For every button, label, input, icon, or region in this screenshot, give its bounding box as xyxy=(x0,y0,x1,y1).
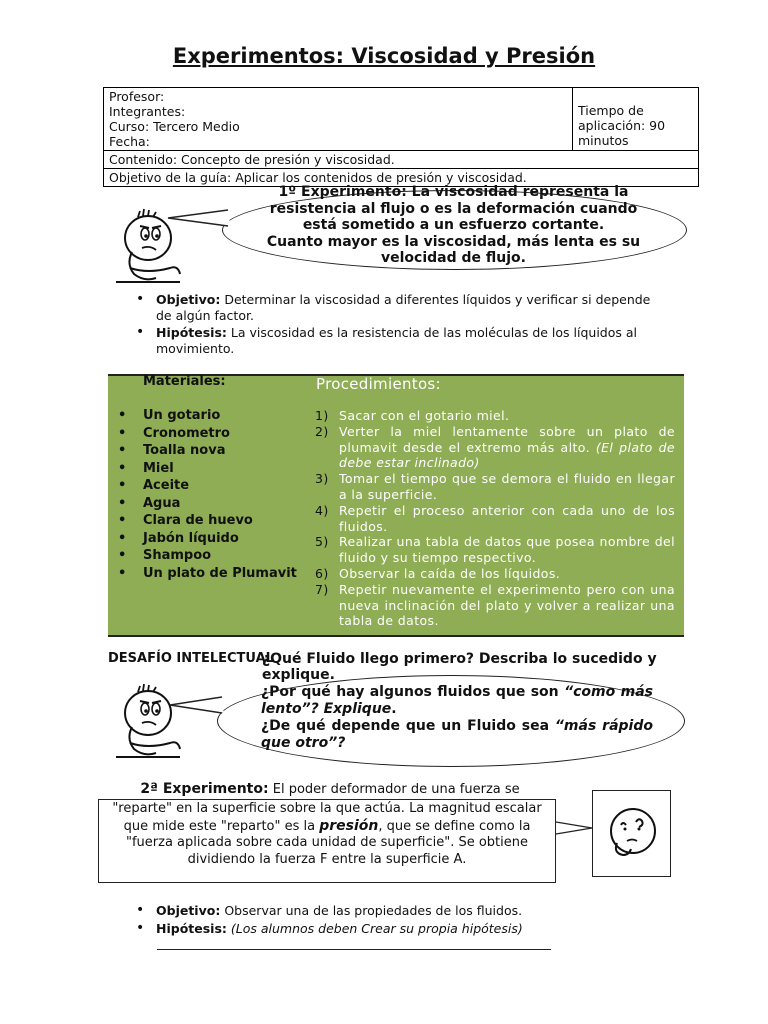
list-item: • Shampoo xyxy=(115,547,297,565)
info-table xyxy=(103,87,699,187)
list-item: 7) Repetir nuevamente el experimento pero con una nueva inclinación del plato y volver a realizar una tabla de datos. xyxy=(315,581,675,629)
pressure-definition-box: "reparte" en la superficie sobre la que actúa. La magnitud escalar que mide este "reparto" es la presión, que se define como la "fuerza aplicada sobre cada unidad de superficie". Se obtiene dividiendo la fuerza F entre la superficie A. xyxy=(98,799,556,883)
list-item: 1) Sacar con el gotario miel. xyxy=(315,408,510,423)
list-item: • Miel xyxy=(115,460,297,478)
experiment2-heading: 2ª Experimento: El poder deformador de una fuerza se xyxy=(140,781,520,797)
desafio-label: DESAFÍO INTELECTUAL xyxy=(108,651,274,666)
viscosity-definition: 1º Experimento: La viscosidad representa la resistencia al flujo o es la deformación cuando está sometido a un esfuerzo cortante. Cuanto mayor es la viscosidad, más lenta es su velocidad de flujo. xyxy=(266,184,641,266)
objetivo-item: • Objetivo: Determinar la viscosidad a diferentes líquidos y verificar si depende de algún factor. xyxy=(132,292,662,323)
procedimientos-title: Procedimientos: xyxy=(316,375,441,393)
list-item: • Clara de huevo xyxy=(115,512,297,530)
materiales-list xyxy=(115,407,297,582)
answer-line xyxy=(157,949,551,950)
thinking-face-icon xyxy=(593,791,670,876)
profesor-field: Profesor: xyxy=(109,89,165,104)
list-item: • Un gotario xyxy=(115,407,297,425)
list-item: • Cronometro xyxy=(115,425,297,443)
list-item: 4) Repetir el proceso anterior con cada uno de los fluidos. xyxy=(315,502,675,534)
tiempo-field: Tiempo de aplicación: 90 minutos xyxy=(573,88,699,151)
procedimientos-list xyxy=(315,408,675,629)
desafio-questions: ¿Por qué hay algunos fluidos que son “como más lento”? Explique. ¿De qué depende que un Fluido sea “más rápido que otro”? xyxy=(261,684,653,751)
experiment2-bullets xyxy=(132,903,632,938)
list-item: • Toalla nova xyxy=(115,442,297,460)
experiment1-bullets xyxy=(132,292,662,358)
list-item: 6) Observar la caída de los líquidos. xyxy=(315,565,561,581)
hipotesis-item: • Hipótesis: (Los alumnos deben Crear su propia hipótesis) xyxy=(132,921,632,937)
objetivo-item: • Objetivo: Observar una de las propiedades de los fluidos. xyxy=(132,903,632,919)
speech-tail xyxy=(166,208,230,230)
list-item: 5) Realizar una tabla de datos que posea nombre del fluido y su tiempo respectivo. xyxy=(315,534,675,566)
desafio-question-1: ¿Qué Fluido llego primero? Describa lo sucedido y explique. xyxy=(262,651,657,683)
materiales-title: Materiales: xyxy=(143,374,226,389)
curso-field: Curso: Tercero Medio xyxy=(109,119,240,134)
contenido-field: Contenido: Concepto de presión y viscosidad. xyxy=(104,151,699,169)
list-item: • Un plato de Plumavit xyxy=(115,565,297,583)
hipotesis-item: • Hipótesis: La viscosidad es la resistencia de las moléculas de los líquidos al movimiento. xyxy=(132,325,662,356)
objetivo-guia-field: Objetivo de la guía: Aplicar los contenidos de presión y viscosidad. xyxy=(104,169,699,187)
list-item: • Aceite xyxy=(115,477,297,495)
speech-tail xyxy=(168,695,224,717)
list-item: • Jabón líquido xyxy=(115,530,297,548)
list-item: 2) Verter la miel lentamente sobre un plato de plumavit desde el extremo más alto. (El plato de debe estar inclinado) xyxy=(315,423,675,471)
list-item: • Agua xyxy=(115,495,297,513)
integrantes-field: Integrantes: xyxy=(109,104,186,119)
page-title: Experimentos: Viscosidad y Presión xyxy=(172,44,596,68)
fecha-field: Fecha: xyxy=(109,134,150,149)
speech-tail xyxy=(556,818,594,838)
thinking-face-box xyxy=(592,790,671,877)
list-item: 3) Tomar el tiempo que se demora el fluido en llegar a la superficie. xyxy=(315,471,675,502)
